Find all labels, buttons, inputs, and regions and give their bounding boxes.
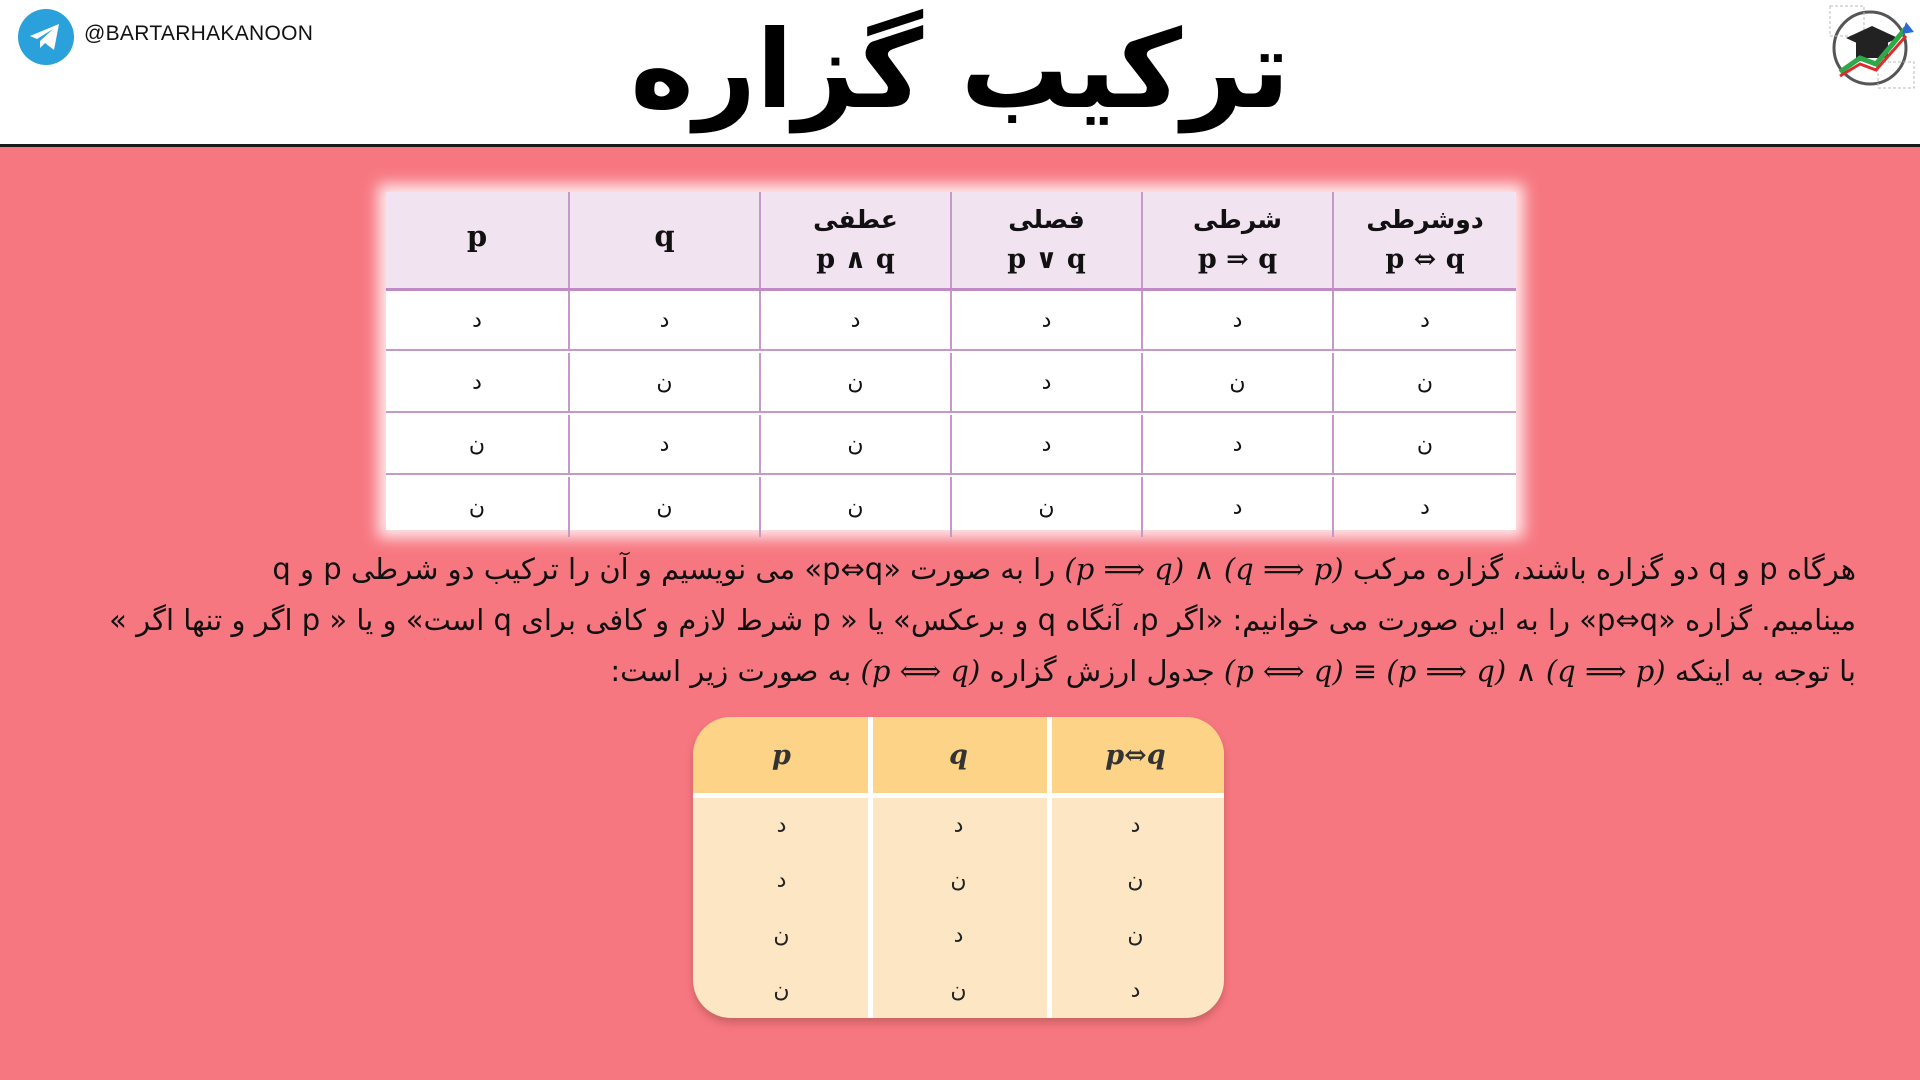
table-row <box>693 963 1224 1018</box>
channel-handle[interactable]: @BARTARHAKANOON <box>84 22 314 45</box>
table-cell: ن <box>468 431 486 457</box>
table-row <box>386 415 1516 475</box>
header-biconditional: دوشرطی p ⇔ q <box>1332 192 1516 288</box>
table-cell: د <box>568 291 759 349</box>
paragraph-line-2: مینامیم. گزاره «p⇔q» را به این صورت می خوانیم: «اگر p، آنگاه q و برعکس» یا « p شرط لازم و کافی برای q است» و یا « p اگر و تنها اگر » <box>109 603 1856 637</box>
table-cell: د <box>950 291 1141 349</box>
header-q: q <box>949 739 968 771</box>
graduation-cap-logo <box>1826 2 1918 90</box>
telegram-icon[interactable] <box>18 9 74 65</box>
table-cell: ن <box>1141 353 1332 411</box>
truth-table <box>386 192 1516 530</box>
paragraph-line-1: هرگاه p و q دو گزاره باشند، گزاره مرکب (p ⟹ q) ∧ (q ⟹ p) را به صورت «p⇔q» می نویسیم و آن را ترکیب دو شرطی p و q <box>272 552 1856 586</box>
table-cell: ن <box>1332 353 1516 411</box>
table-cell: د <box>953 813 964 838</box>
biconditional-table <box>693 717 1224 1018</box>
header-conditional: شرطی p ⇒ q <box>1141 192 1332 288</box>
table-cell: ن <box>1127 923 1144 948</box>
table-cell: ن <box>568 477 759 537</box>
table-cell: ن <box>759 415 950 473</box>
table-cell: د <box>759 291 950 349</box>
table-cell: ن <box>568 353 759 411</box>
table-cell: د <box>1130 813 1141 838</box>
paragraph-line-3: با توجه به اینکه (p ⟺ q) ≡ (p ⟹ q) ∧ (q ⟹ p) جدول ارزش گزاره (p ⟺ q) به صورت زیر است: <box>610 654 1856 688</box>
header-bar <box>0 0 1920 147</box>
table-cell: د <box>472 369 482 395</box>
table-cell: د <box>1130 978 1141 1003</box>
table-cell: ن <box>950 978 967 1003</box>
table-cell: ن <box>950 868 967 893</box>
table-cell: د <box>1332 477 1516 537</box>
table-cell: ن <box>1127 868 1144 893</box>
header-p: p <box>466 219 488 253</box>
table-cell: د <box>568 415 759 473</box>
table-cell: د <box>472 307 482 333</box>
table-row <box>693 798 1224 853</box>
column-divider <box>868 717 873 1018</box>
column-divider <box>1047 717 1052 1018</box>
table-cell: د <box>776 868 787 893</box>
table-cell: د <box>776 813 787 838</box>
table-row <box>386 291 1516 351</box>
formula-conjunction: (p ⟹ q) ∧ (q ⟹ p) <box>1064 552 1344 586</box>
table-cell: د <box>1141 291 1332 349</box>
header-p: p <box>772 739 791 771</box>
table-cell: ن <box>773 923 790 948</box>
formula-biconditional: (p ⟺ q) <box>860 654 981 688</box>
header-disjunction: فصلی p ∨ q <box>950 192 1141 288</box>
explanation-paragraph <box>26 544 1856 697</box>
table-cell: د <box>950 353 1141 411</box>
table-cell: د <box>1141 415 1332 473</box>
table-row <box>386 353 1516 413</box>
table-row <box>693 908 1224 963</box>
table-cell: د <box>950 415 1141 473</box>
table-cell: د <box>953 923 964 948</box>
header-conjunction: عطفی p ∧ q <box>759 192 950 288</box>
table-row <box>386 477 1516 537</box>
table-cell: ن <box>773 978 790 1003</box>
biconditional-table-header <box>693 717 1224 798</box>
table-cell: د <box>1141 477 1332 537</box>
formula-equivalence: (p ⟺ q) ≡ (p ⟹ q) ∧ (q ⟹ p) <box>1223 654 1666 688</box>
table-cell: ن <box>759 353 950 411</box>
header-q: q <box>568 192 759 288</box>
table-row <box>693 853 1224 908</box>
truth-table-header <box>386 192 1516 291</box>
table-cell: ن <box>468 494 486 520</box>
table-cell: د <box>1332 291 1516 349</box>
biconditional-table-body <box>693 798 1224 1018</box>
table-cell: ن <box>950 477 1141 537</box>
table-cell: ن <box>759 477 950 537</box>
header-biconditional: p⇔q <box>1105 739 1166 771</box>
page-title: ترکیب گزاره <box>630 8 1290 133</box>
table-cell: ن <box>1332 415 1516 473</box>
